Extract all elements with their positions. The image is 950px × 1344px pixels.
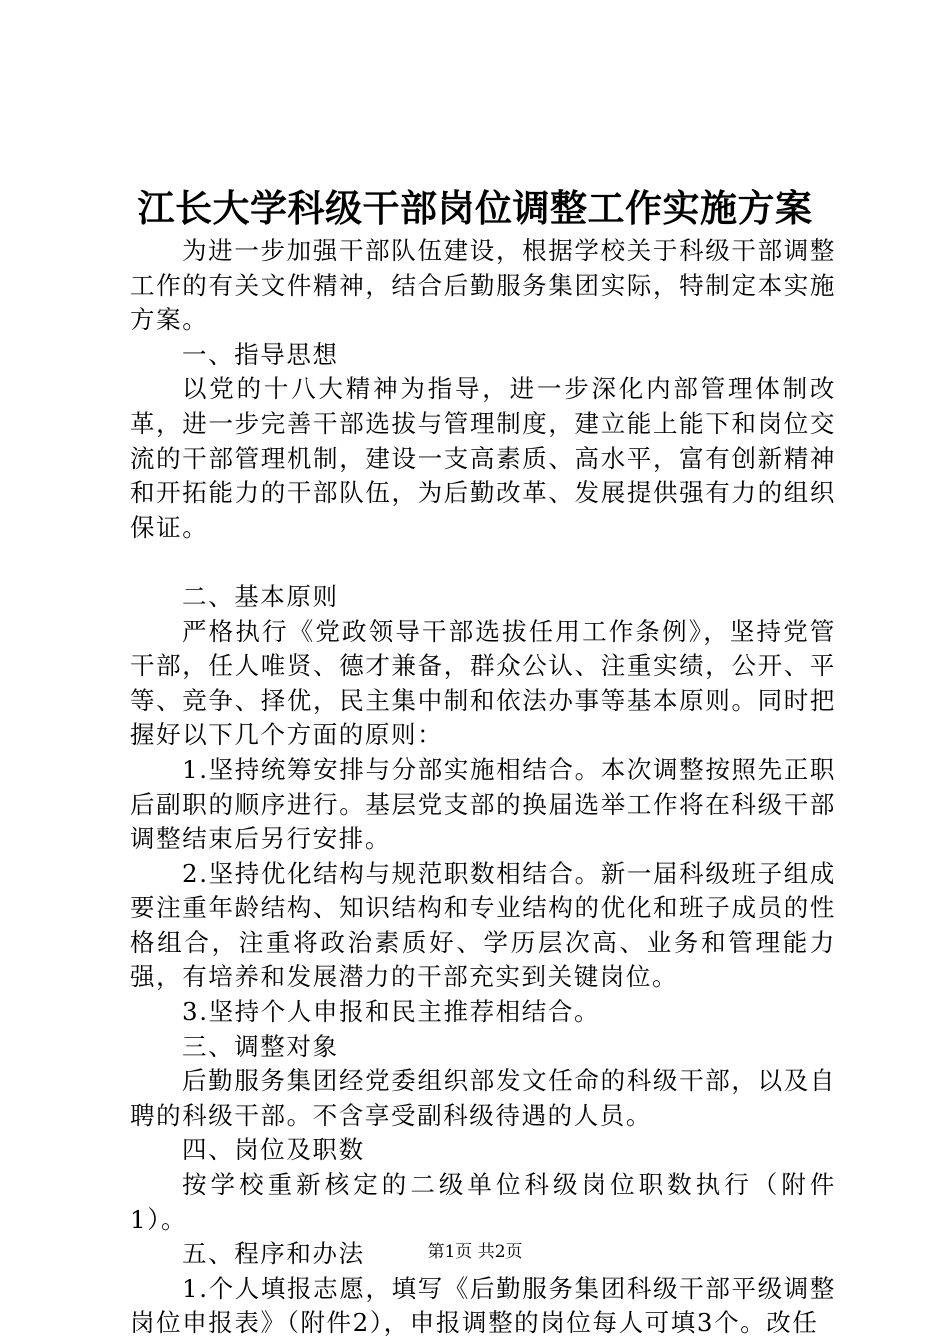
principle-item-2: 2.坚持优化结构与规范职数相结合。新一届科级班子组成要注重年龄结构、知识结构和专业结构的优化和班子成员的性格组合，注重将政治素质好、学历层次高、业务和管理能力强，有培养和发展潜力的干部充实到关键岗位。 bbox=[130, 858, 836, 992]
section-text-guiding-ideology: 以党的十八大精神为指导，进一步深化内部管理体制改革，进一步完善干部选拔与管理制度，建立能上能下和岗位交流的干部管理机制，建设一支高素质、高水平，富有创新精神和开拓能力的干部队伍，为后勤改革、发展提供强有力的组织保证。 bbox=[130, 374, 836, 542]
section-heading-positions: 四、岗位及职数 bbox=[182, 1135, 365, 1165]
principle-item-1: 1.坚持统筹安排与分部实施相结合。本次调整按照先正职后副职的顺序进行。基层党支部的换届选举工作将在科级干部调整结束后另行安排。 bbox=[130, 754, 836, 854]
page-footer: 第1页 共2页 bbox=[427, 1242, 523, 1262]
section-heading-procedures: 五、程序和办法 bbox=[182, 1239, 365, 1269]
section-text-adjustment-targets: 后勤服务集团经党委组织部发文任命的科级干部，以及自聘的科级干部。不含享受副科级待遇的人员。 bbox=[130, 1066, 836, 1130]
section-heading-basic-principles: 二、基本原则 bbox=[182, 581, 339, 611]
section-text-basic-principles: 严格执行《党政领导干部选拔任用工作条例》，坚持党管干部，任人唯贤、德才兼备，群众公认、注重实绩，公开、平等、竞争、择优，民主集中制和依法办事等基本原则。同时把握好以下几个方面的原则： bbox=[130, 616, 836, 750]
document-title: 江长大学科级干部岗位调整工作实施方案 bbox=[137, 186, 813, 230]
section-text-positions: 按学校重新核定的二级单位科级岗位职数执行（附件1）。 bbox=[130, 1170, 836, 1234]
section-heading-adjustment-targets: 三、调整对象 bbox=[182, 1031, 339, 1061]
intro-paragraph: 为进一步加强干部队伍建设，根据学校关于科级干部调整工作的有关文件精神，结合后勤服务集团实际，特制定本实施方案。 bbox=[130, 236, 836, 335]
section-heading-guiding-ideology: 一、指导思想 bbox=[182, 339, 339, 369]
paragraph-gap bbox=[130, 545, 836, 580]
section-text-procedures: 1.个人填报志愿，填写《后勤服务集团科级干部平级调整岗位申报表》（附件2），申报调整的岗位每人可填3个。改任 bbox=[130, 1273, 836, 1338]
principle-item-3: 3.坚持个人申报和民主推荐相结合。 bbox=[182, 997, 601, 1027]
document-body bbox=[130, 234, 836, 1341]
